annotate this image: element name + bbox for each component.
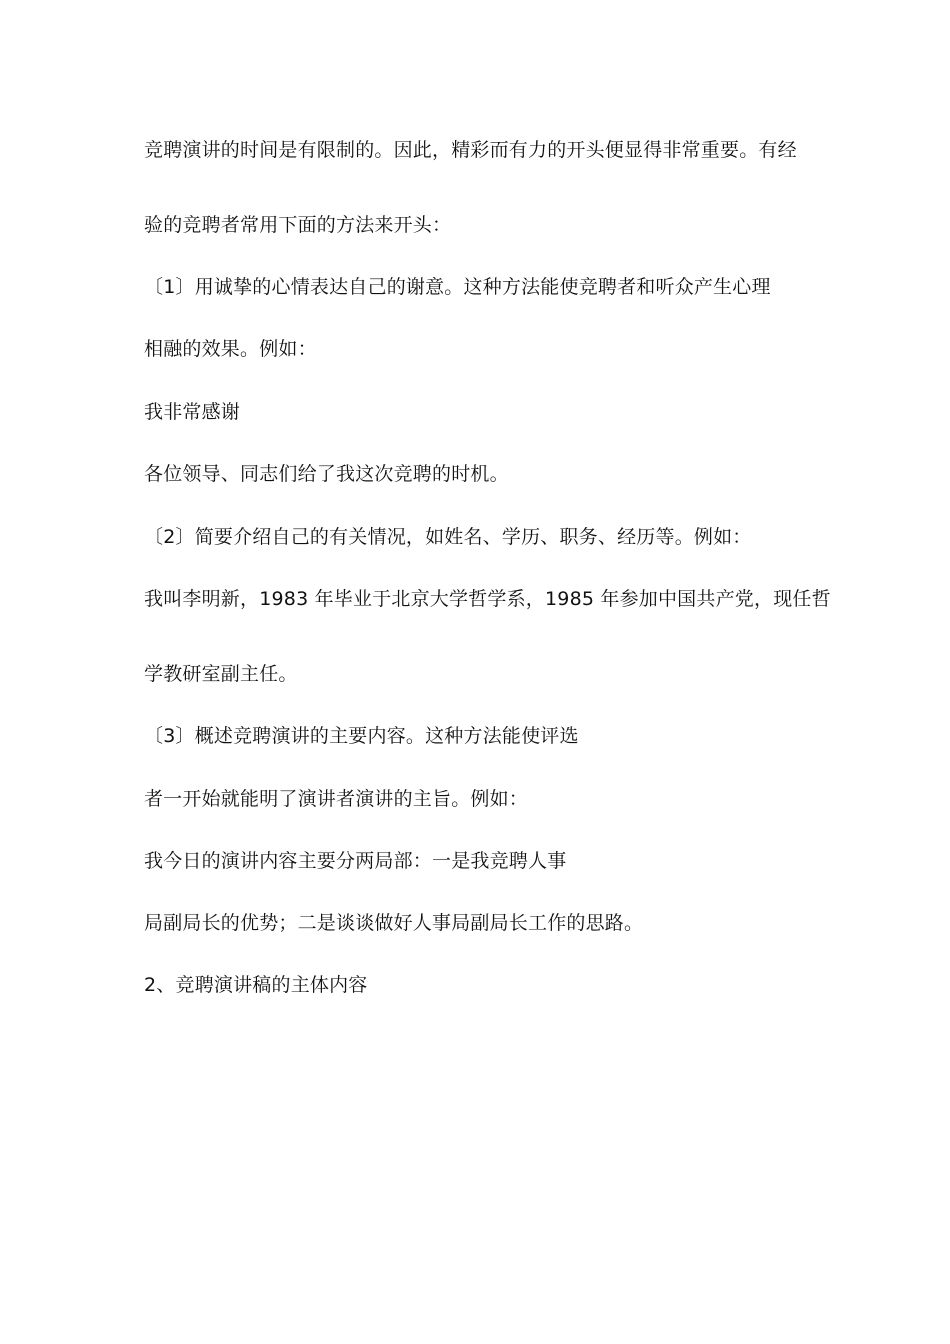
example-line: 我非常感谢 [144,401,241,423]
example-line: 局副局长的优势；二是谈谈做好人事局副局长工作的思路。 [144,912,644,934]
example-line: 学教研室副主任。 [144,663,298,685]
list-item-3-line: 〔3〕概述竞聘演讲的主要内容。这种方法能使评选 [144,725,579,747]
paragraph-line: 者一开始就能明了演讲者演讲的主旨。例如： [144,788,529,810]
list-item-1-line: 〔1〕用诚挚的心情表达自己的谢意。这种方法能使竞聘者和听众产生心理 [144,276,771,298]
paragraph-line: 竞聘演讲的时间是有限制的。因此，精彩而有力的开头便显得非常重要。有经 [144,139,797,161]
example-line: 我今日的演讲内容主要分两局部：一是我竞聘人事 [144,850,567,872]
section-heading: 2、竞聘演讲稿的主体内容 [144,974,368,996]
list-item-2-line: 〔2〕简要介绍自己的有关情况，如姓名、学历、职务、经历等。例如： [144,526,752,548]
paragraph-line: 验的竞聘者常用下面的方法来开头： [144,214,452,236]
example-line: 我叫李明新，1983 年毕业于北京大学哲学系，1985 年参加中国共产党，现任哲 [144,588,831,610]
example-line: 各位领导、同志们给了我这次竞聘的时机。 [144,463,509,485]
paragraph-line: 相融的效果。例如： [144,338,317,360]
